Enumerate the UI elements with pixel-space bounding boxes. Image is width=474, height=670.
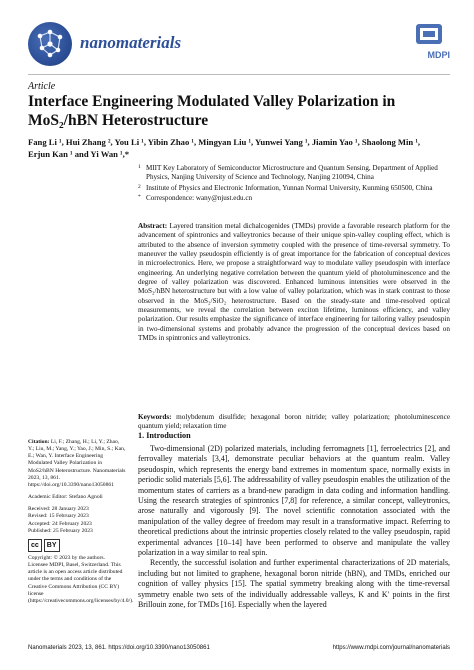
author-line-2: Erjun Kan ¹ and Yi Wan ¹,* <box>28 149 130 159</box>
correspondence <box>138 194 450 203</box>
page-header <box>28 22 450 66</box>
article-title: Interface Engineering Modulated Valley Polarization in MoS₂/hBN Heterostructure <box>28 93 396 129</box>
affiliation-2 <box>138 184 450 193</box>
footer-citation[interactable]: Nanomaterials 2023, 13, 861. https://doi.org/10.3390/nano13050861 <box>28 645 210 651</box>
keywords <box>138 413 450 432</box>
section-heading-introduction: 1. Introduction <box>138 431 191 440</box>
affiliation-marker: * <box>138 193 141 200</box>
abstract-text: Layered transition metal dichalcogenides (TMDs) provide a favorable research platform for the advancement of spintronics and valleytronics because of their unique spin-valley coupling effect, which is attributed to the absence of inversion symmetry coupled with the presence of time-reversal symmetry. To maneuver the valley pseudospin efficiently is of great importance for the fabrication of conceptual devices in microelectronics. Here, we propose a straightforward way to modulate valley pseudospin with interface engineering. An underlying negative correlation between the quantum yield of photoluminescence and the degree of valley polarization was discovered. Enhanced luminous intensities were observed in the MoS₂/hBN heterostructure but with a low value of valley polarization, which was in stark contrast to those observed in the MoS₂/SiO₂ heterostructure. Based on the steady-state and time-resolved optical measurements, we reveal the correlation between exciton lifetime, luminous efficiency, and valley polarization. Our results emphasize the significance of interface engineering for tailoring valley pseudospin in two-dimensional systems and probably advance the progression of the conceptual devices based on TMDs in spintronics and valleytronics. <box>138 222 450 343</box>
keywords-text: molybdenum disulfide; hexagonal boron nitride; valley polarization; photoluminescence quantum yield; relaxation time <box>138 413 451 431</box>
citation-block <box>28 439 126 489</box>
journal-name: nanomaterials <box>80 33 182 52</box>
affiliations <box>138 164 450 204</box>
revised-date: Revised: 15 February 2023 <box>28 513 89 520</box>
received-date: Received: 28 January 2023 <box>28 506 89 513</box>
paragraph: Recently, the successful isolation and further experimental characterizations of 2D materials, including but not limited to graphene, hexagonal boron nitride (hBN), and TMDs, enriched our cognition of valley physics [15]. The spatial symmetry breaking along with the time-reversal symmetry enable two sets of the individually addressable valleys, K and K′ points in the first Brillouin zone, for TMDs [16]. Especially when the layered <box>138 558 450 610</box>
introduction-body <box>138 444 450 611</box>
keywords-label: Keywords: <box>138 413 172 421</box>
author-line-1: Fang Li ¹, Hui Zhang ², You Li ¹, Yibin Zhao ¹, Mingyan Liu ¹, Yunwei Yang ¹, Jiamin Yao ¹, Shaolong Min ¹, <box>28 137 421 147</box>
affiliation-marker: 2 <box>138 183 141 190</box>
affiliation-text: Institute of Physics and Electronic Information, Yunnan Normal University, Kunming 650500, China <box>146 183 433 192</box>
article-type: Article <box>28 81 56 92</box>
affiliation-marker: 1 <box>138 164 141 170</box>
publication-dates <box>28 506 126 535</box>
journal-logo-icon <box>28 22 72 66</box>
abstract-label: Abstract: <box>138 222 168 230</box>
copyright-notice: Copyright: © 2023 by the authors. Licensee MDPI, Basel, Switzerland. This article is an open access article distributed under the terms and conditions of the Creative Commons Attribution (CC BY) license (https://creativecommons.org/licenses/by/4.0/). <box>28 554 134 604</box>
abstract <box>138 222 450 343</box>
header-rule <box>28 74 450 75</box>
citation-sidebar <box>28 439 134 610</box>
cc-license-badge[interactable] <box>28 539 126 552</box>
paragraph: Two-dimensional (2D) polarized materials, including ferromagnets [1], ferroelectrics [2], and ferrovalley materials [3,4], demonstrate peculiar behaviors at the quantum realm. Valley pseudospin, which represents the energy band extremes in momentum space, normally exists in periodic solid materials [5,6]. The addressability of valley pseudospin enables the utilization of the momentum states of carriers as a brand-new paradigm in data coding and information handling. Using the research strategies of spintronics [7,8] for reference, a similar concept, valleytronics, arose naturally and vigorously [9]. The novel scientific connotation associated with the manipulation of the valley degree of freedom may result in a transformative impact. Referring to theoretical predictions about the intrinsic properties closely related to the valley pseudospin, rapid experimental advances [10–14] have been performed to observe and manipulate the valley polarization in a way similar to real spin. <box>138 444 450 558</box>
author-list <box>28 136 448 160</box>
accepted-date: Accepted: 24 February 2023 <box>28 520 92 527</box>
page-footer <box>28 645 450 651</box>
citation-text[interactable]: Li, F.; Zhang, H.; Li, Y.; Zhao, Y.; Liu, M.; Yang, Y.; Yao, J.; Min, S.; Kan, E.; Wan, Y. Interface Engineering Modulated Valley Polarization in MoS2/hBN Heterostructure. Nanomaterials 2023, 13, 861. https://doi.org/10.3390/nano13050861 <box>28 439 126 488</box>
affiliation-1 <box>138 164 450 183</box>
by-icon: BY <box>44 539 60 552</box>
academic-editor: Academic Editor: Stefano Agnoli <box>28 494 103 501</box>
published-date: Published: 25 February 2023 <box>28 527 93 534</box>
cc-icon: cc <box>28 539 42 552</box>
affiliation-text: MIIT Key Laboratory of Semiconductor Microstructure and Quantum Sensing, Department of Applied Physics, Nanjing University of Science and Technology, Nanjing 210094, China <box>146 164 438 182</box>
correspondence-text[interactable]: Correspondence: wany@njust.edu.cn <box>146 193 253 202</box>
citation-label: Citation: <box>28 439 50 445</box>
footer-journal-url[interactable]: https://www.mdpi.com/journal/nanomaterials <box>332 645 450 651</box>
mdpi-logo-text: MDPI <box>427 50 450 60</box>
